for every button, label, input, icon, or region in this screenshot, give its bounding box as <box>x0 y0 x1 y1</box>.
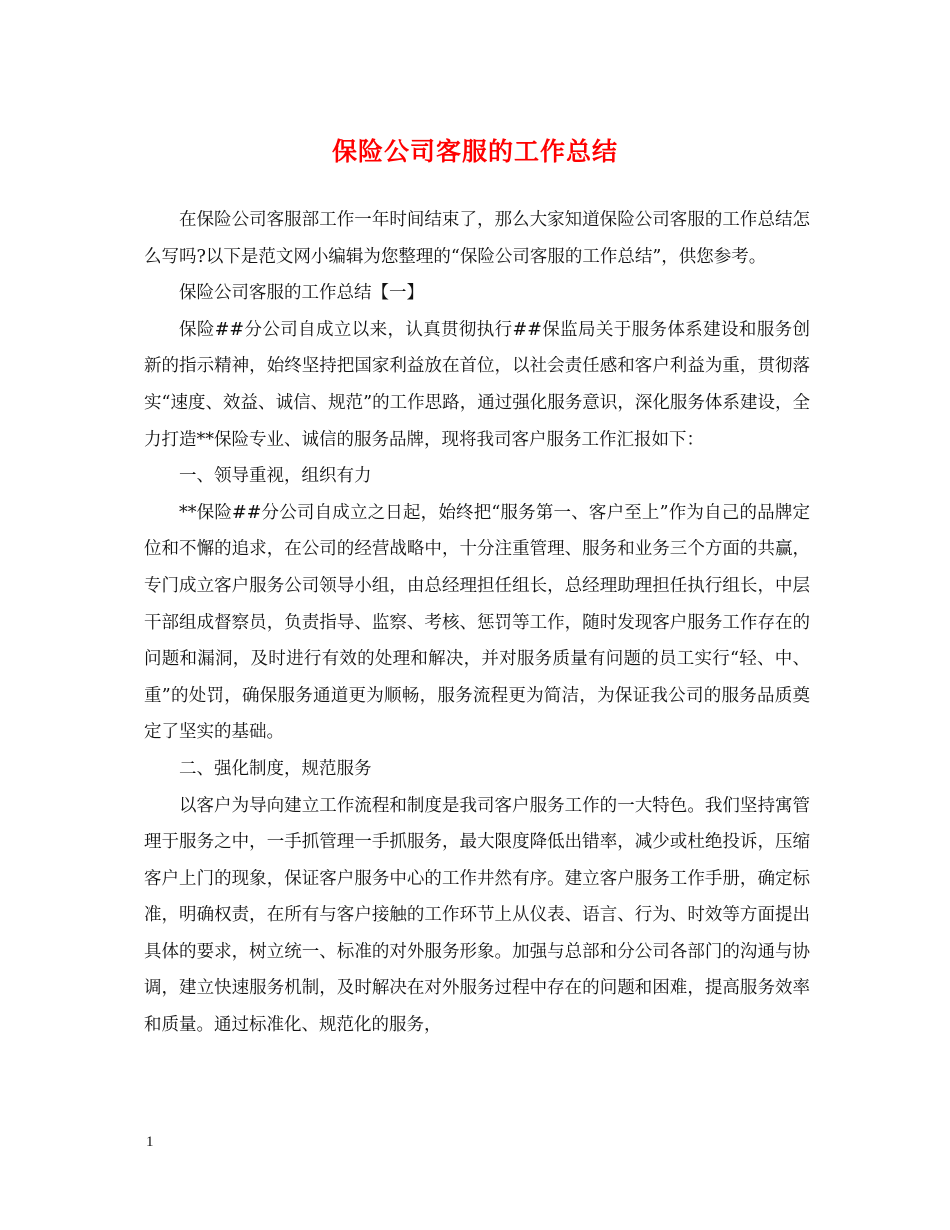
paragraph-3: 以客户为导向建立工作流程和制度是我司客户服务工作的一大特色。我们坚持寓管理于服务之中，一手抓管理一手抓服务，最大限度降低出错率，减少或杜绝投诉，压缩客户上门的现象，保证客户服务中心的工作井然有序。建立客户服务工作手册，确定标准，明确权责，在所有与客户接触的工作环节上从仪表、语言、行为、时效等方面提出具体的要求，树立统一、标准的对外服务形象。加强与总部和分公司各部门的沟通与协调，建立快速服务机制，及时解决在对外服务过程中存在的问题和困难，提高服务效率和质量。通过标准化、规范化的服务， <box>144 795 810 1036</box>
document-body <box>144 202 810 1044</box>
intro-paragraph: 在保险公司客服部工作一年时间结束了，那么大家知道保险公司客服的工作总结怎么写吗?以下是范文网小编辑为您整理的“保险公司客服的工作总结”，供您参考。 <box>144 210 810 267</box>
paragraph-2: **保险##分公司自成立之日起，始终把“服务第一、客户至上”作为自己的品牌定位和不懈的追求，在公司的经营战略中，十分注重管理、服务和业务三个方面的共赢，专门成立客户服务公司领导小组，由总经理担任组长，总经理助理担任执行组长，中层干部组成督察员，负责指导、监察、考核、惩罚等工作，随时发现客户服务工作存在的问题和漏洞，及时进行有效的处理和解决，并对服务质量有问题的员工实行“轻、中、重”的处罚，确保服务通道更为顺畅，服务流程更为简洁，为保证我公司的服务品质奠定了坚实的基础。 <box>144 502 810 743</box>
section-heading: 保险公司客服的工作总结【一】 <box>179 283 424 304</box>
heading-2: 二、强化制度，规范服务 <box>179 758 372 779</box>
document-title: 保险公司客服的工作总结 <box>331 137 618 166</box>
page-number: 1 <box>146 1134 154 1150</box>
paragraph-1: 保险##分公司自成立以来，认真贯彻执行##保监局关于服务体系建设和服务创新的指示精神，始终坚持把国家利益放在首位，以社会责任感和客户利益为重，贯彻落实“速度、效益、诚信、规范”的工作思路，通过强化服务意识，深化服务体系建设，全力打造**保险专业、诚信的服务品牌，现将我司客户服务工作汇报如下： <box>144 319 810 450</box>
heading-1: 一、领导重视，组织有力 <box>179 466 372 487</box>
